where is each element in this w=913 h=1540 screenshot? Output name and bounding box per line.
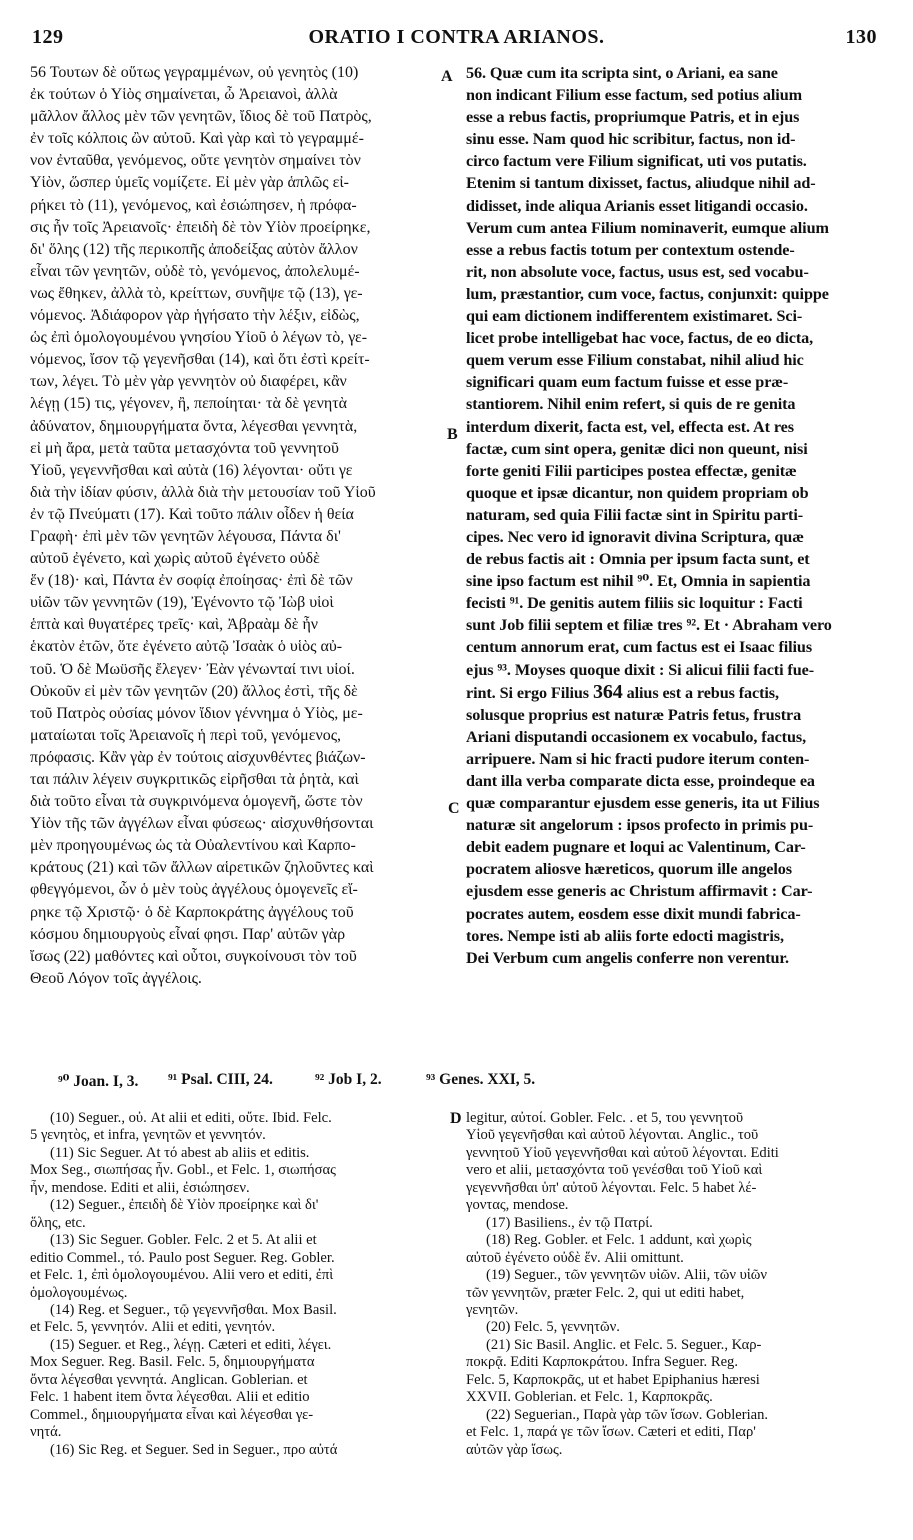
footnote-line: ὄντα λέγεσθαι γεννητά. Anglican. Goblerian. et bbox=[30, 1371, 308, 1388]
greek-text-line: κόσμου δημιουργοὺς εἶναί φησι. Παρ' αὐτῶν γὰρ bbox=[30, 925, 346, 943]
latin-text-line: ejus ⁹³. Moyses quoque dixit : Si alicui filii facti fue- bbox=[466, 660, 814, 679]
greek-text-line: νον ἐνταῦθα, γενόμενος, οὔτε γενητὸν σημαίνει τὸν bbox=[30, 152, 361, 170]
latin-text-line: Etenim si tantum dixisset, factus, aliudque nihil ad- bbox=[466, 174, 816, 193]
greek-text-line: διὰ τὴν ἰδίαν φύσιν, ἀλλὰ διὰ τὴν μετουσίαν τοῦ Υἱοῦ bbox=[30, 483, 376, 501]
greek-text-line: υἱῶν τῶν γεννητῶν (19), Ἐγένοντο τῷ Ἰὼβ υἱοὶ bbox=[30, 594, 334, 612]
footnotes-left-column bbox=[30, 1110, 448, 1459]
latin-text-line: ejusdem esse generis ac Christum affirmavit : Car- bbox=[466, 882, 813, 901]
footnote-line: ὁμολογουμένως. bbox=[30, 1284, 128, 1301]
greek-text-line: κράτους (21) καὶ τῶν ἄλλων αἱρετικῶν ζηλοῦντες καὶ bbox=[30, 859, 374, 877]
footnote-line: (11) Sic Seguer. At τό abest ab aliis et editis. bbox=[50, 1144, 310, 1161]
greek-text-line: ὡς ἐπὶ ὁμολογουμένου γνησίου Υἱοῦ ὁ λέγων τὸ, γε- bbox=[30, 329, 368, 347]
latin-text-line: significari quam eum factum fuisse et esse præ- bbox=[466, 373, 789, 392]
footnote-line: Felc. 5, Καρποκρᾶς, ut et habet Epiphanius hæresi bbox=[466, 1371, 760, 1388]
footnotes-right-column bbox=[466, 1110, 884, 1459]
footnote-line: et Felc. 5, γεννητόν. Alii et editi, γενητόν. bbox=[30, 1319, 276, 1336]
greek-text-line: τοῦ. Ὁ δὲ Μωϋσῆς ἔλεγεν· Ἐὰν γένωνταί τινι υἱοί. bbox=[30, 660, 355, 678]
latin-text-line: dant illa verba comparate dicta esse, proindeque ea bbox=[466, 772, 815, 790]
latin-text-line: sinu esse. Nam quod hic scribitur, factus, non id- bbox=[466, 130, 796, 149]
latin-text-line: esse a rebus factis, propriumque Patris, et in ejus bbox=[466, 108, 800, 127]
footnote-line: vero et alii, μετασχόντα τοῦ γενέσθαι τοῦ Υἱοῦ καὶ bbox=[466, 1162, 763, 1179]
latin-text-line: de rebus factis ait : Omnia per ipsum facta sunt, et bbox=[466, 550, 810, 569]
latin-text-line bbox=[466, 681, 882, 704]
latin-text-line: naturam, sed quia Filii factæ sint in Spiritu parti- bbox=[466, 505, 804, 524]
latin-text-line: qui eam dictionem indifferentem existimaret. Sci- bbox=[466, 307, 803, 326]
greek-text-line: ἕν (18)· καὶ, Πάντα ἐν σοφίᾳ ἐποίησας· ἐπὶ δὲ τῶν bbox=[30, 572, 353, 590]
footnote-line: Commel., δημιουργήματα εἶναι καὶ λέγεσθαι γε- bbox=[30, 1406, 314, 1423]
scripture-ref: ⁹⁰ Joan. I, 3. bbox=[58, 1073, 139, 1090]
greek-text-line: ἐκ τούτων ὁ Υἱὸς σημαίνεται, ὦ Ἀρειανοὶ, ἀλλὰ bbox=[30, 86, 338, 104]
latin-text-line: debit eadem pugnare et loqui ac Valentinum, Car- bbox=[466, 838, 806, 857]
greek-text-line: εἰ μὴ ἄρα, μετὰ ταῦτα μετασχόντα τοῦ γεννητοῦ bbox=[30, 439, 339, 457]
footnote-line: αὐτοῦ ἐγένετο οὐδὲ ἕν. Alii omittunt. bbox=[466, 1249, 684, 1266]
greek-text-line: Υἱοῦ, γεγεννῆσθαι καὶ αὐτὰ (16) λέγονται· οὔτι γε bbox=[30, 461, 353, 479]
latin-text-line: fecisti ⁹¹. De genitis autem filiis sic loquitur : Facti bbox=[466, 594, 803, 613]
greek-text-line: αὐτοῦ ἐγένετο, καὶ χωρὶς αὐτοῦ ἐγένετο οὐδὲ bbox=[30, 550, 320, 568]
latin-text-fragment: alius est a rebus factis, bbox=[626, 683, 779, 702]
greek-text-line: νόμενος. Ἀδιάφορον γὰρ ἡγήσατο τὴν λέξιν, εἰδὼς, bbox=[30, 307, 360, 325]
footnote-line: (18) Reg. Gobler. et Felc. 1 addunt, καὶ χωρὶς bbox=[486, 1232, 752, 1249]
latin-text-fragment: rint. Si ergo Filius bbox=[466, 683, 590, 702]
margin-marker-c: C bbox=[448, 800, 460, 817]
greek-text-line: δι' ὅλης (12) τῆς περικοπῆς ἀποδείξας αὐτὸν ἄλλον bbox=[30, 240, 358, 258]
footnote-line: XXVII. Goblerian. et Felc. 1, Καρποκρᾶς. bbox=[466, 1389, 713, 1406]
footnote-line: (19) Seguer., τῶν γεννητῶν υἱῶν. Alii, τῶν υἱῶν bbox=[486, 1267, 767, 1284]
greek-text-line: πρόφασις. Κἂν γὰρ ἐν τούτοις αἰσχυνθέντες βιάζων- bbox=[30, 748, 366, 766]
greek-text-line: Γραφὴ· ἐπὶ μὲν τῶν γενητῶν λέγουσα, Πάντα δι' bbox=[30, 527, 341, 545]
page-title: ORATIO I CONTRA ARIANOS. bbox=[308, 26, 605, 48]
footnote-line: γεννητοῦ Υἱοῦ γεγεννῆσθαι καὶ αὐτοῦ λέγονται. Editi bbox=[466, 1144, 779, 1161]
greek-text-line: μᾶλλον ἄλλος μὲν τῶν γενητῶν, ἴδιος δὲ τοῦ Πατρὸς, bbox=[30, 108, 372, 126]
margin-marker-d: D bbox=[450, 1110, 462, 1127]
page-header bbox=[0, 26, 913, 56]
greek-text-line: Υἱὸν, ὥσπερ ὑμεῖς νομίζετε. Εἰ μὲν γὰρ ἁπλῶς εἰ- bbox=[30, 174, 349, 192]
latin-text-line: tores. Nempe isti ab aliis forte edocti magistris, bbox=[466, 926, 784, 945]
latin-text-line: naturæ sit angelorum : ipsos profecto in primis pu- bbox=[466, 816, 814, 835]
scripture-ref: ⁹¹ Psal. CIII, 24. bbox=[168, 1071, 273, 1088]
latin-text-line: sine ipso factum est nihil ⁹⁰. Et, Omnia in sapientia bbox=[466, 572, 811, 591]
scripture-ref: ⁹² Job I, 2. bbox=[315, 1071, 382, 1088]
footnote-line: ποκρᾷ. Editi Καρποκράτου. Infra Seguer. Reg. bbox=[466, 1354, 739, 1371]
page-number-left: 129 bbox=[32, 26, 64, 48]
latin-text-line: quem verum esse Filium constabat, nihil aliud hic bbox=[466, 351, 804, 370]
latin-text-line: circo factum vere Filium significat, uti vos putatis. bbox=[466, 152, 807, 171]
footnote-line: γενητῶν. bbox=[466, 1301, 519, 1318]
latin-text-line: licet probe intelligebat hac voce, factus, de eo dicta, bbox=[466, 329, 814, 348]
footnote-line: (12) Seguer., ἐπειδὴ δὲ Υἱὸν προείρηκε καὶ δι' bbox=[50, 1197, 319, 1214]
greek-text-line: ἴσως (22) μαθόντες καὶ οὗτοι, συγκοίνουσι τὸν τοῦ bbox=[30, 947, 357, 965]
footnote-line: γοντας, mendose. bbox=[466, 1197, 569, 1214]
greek-text-line: εἶναι τῶν γενητῶν, οὐδὲ τὸ, γενόμενος, ἀπολελυμέ- bbox=[30, 262, 360, 280]
greek-text-line: ἑπτὰ καὶ θυγατέρες τρεῖς· καὶ, Ἀβραὰμ δὲ ἦν bbox=[30, 616, 319, 634]
column-number: 364 bbox=[592, 680, 623, 703]
footnote-line: (15) Seguer. et Reg., λέγῃ. Cæteri et editi, λέγει. bbox=[50, 1336, 332, 1353]
greek-text-line: Θεοῦ Λόγον τοῖς ἀγγέλοις. bbox=[30, 969, 202, 987]
greek-text-line: 56 Τουτων δὲ οὕτως γεγραμμένων, οὐ γενητὸς (10) bbox=[30, 64, 359, 81]
latin-text-line: interdum dixerit, facta est, vel, effecta est. At res bbox=[466, 417, 794, 436]
greek-text-line: ἐν τῷ Πνεύματι (17). Καὶ τοῦτο πάλιν οἶδεν ἡ θεία bbox=[30, 505, 354, 523]
greek-text-line: ται πάλιν λέγειν συγκριτικῶς εἰρῆσθαι τὰ ῥητὰ, καὶ bbox=[30, 771, 359, 788]
footnote-line: ἦν, mendose. Editi et alii, ἐσιώπησεν. bbox=[30, 1179, 250, 1196]
footnote-line: (16) Sic Reg. et Seguer. Sed in Seguer., προ αὐτά bbox=[50, 1441, 338, 1458]
footnote-line: 5 γενητὸς, et infra, γενητῶν et γεννητόν. bbox=[30, 1127, 266, 1144]
footnote-line: (14) Reg. et Seguer., τῷ γεγεννῆσθαι. Mox Basil. bbox=[50, 1301, 337, 1318]
footnote-line: Mox Seguer. Reg. Basil. Felc. 5, δημιουργήματα bbox=[30, 1354, 315, 1371]
greek-text-column bbox=[30, 62, 455, 990]
footnote-line: et Felc. 1, ἐπὶ ὁμολογουμένου. Alii vero et editi, ἐπὶ bbox=[30, 1267, 334, 1284]
greek-text-line: των, λέγει. Τὸ μὲν γὰρ γεννητὸν οὐ διαφέρει, κἂν bbox=[30, 373, 347, 391]
greek-text-line: διὰ τοῦτο εἶναι τὰ συγκρινόμενα ὁμογενῆ, ὥστε τὸν bbox=[30, 793, 363, 811]
latin-text-line: stantiorem. Nihil enim refert, si quis de re genita bbox=[466, 395, 796, 414]
footnote-line: editio Commel., τό. Paulo post Seguer. Reg. Gobler. bbox=[30, 1249, 335, 1266]
latin-text-line: quoque et ipsæ dicantur, non quidem propriam ob bbox=[466, 483, 809, 502]
latin-text-line: non indicant Filium esse factum, sed potius alium bbox=[466, 86, 802, 105]
greek-text-line: νόμενος, ἴσον τῷ γεγενῆσθαι (14), καὶ ὅτι ἐστὶ κρείτ- bbox=[30, 351, 370, 369]
margin-marker-a: A bbox=[441, 68, 453, 85]
footnote-line: (22) Seguerian., Παρὰ γὰρ τῶν ἴσων. Goblerian. bbox=[486, 1406, 769, 1423]
greek-text-line: νως ἔθηκεν, ἀλλὰ τὸ, κρείττων, συνῆψε τῷ (13), γε- bbox=[30, 284, 363, 302]
footnote-line: νητά. bbox=[30, 1424, 62, 1441]
latin-text-line: esse a rebus factis totum per contextum ostende- bbox=[466, 240, 795, 259]
latin-text-line: solusque proprius est naturæ Patris fetus, frustra bbox=[466, 705, 802, 724]
footnote-line: τῶν γεννητῶν, præter Felc. 2, qui ut editi habet, bbox=[466, 1284, 745, 1301]
greek-text-line: ἀδύνατον, δημιουργήματα ὄντα, λέγεσθαι γεννητὰ, bbox=[30, 417, 358, 435]
footnote-line: ὅλης, etc. bbox=[30, 1214, 86, 1231]
footnote-line: Mox Seg., σιωπήσας ἦν. Gobl., et Felc. 1, σιωπήσας bbox=[30, 1162, 336, 1179]
greek-text-line: τοῦ Πατρὸς οὐσίας μόνον ἴδιον γέννημα ὁ Υἱὸς, με- bbox=[30, 704, 363, 722]
footnote-line: Υἱοῦ γεγενῆσθαι καὶ αὐτοῦ λέγονται. Anglic., τοῦ bbox=[466, 1127, 759, 1144]
greek-text-line: λέγῃ (15) τις, γέγονεν, ἢ, πεποίηται· τὰ δὲ γενητὰ bbox=[30, 395, 348, 413]
latin-text-line: Verum cum antea Filium nominaverit, eumque alium bbox=[466, 218, 829, 237]
latin-text-column bbox=[466, 62, 882, 969]
latin-text-line: Ariani disputandi occasionem ex vocabulo, factus, bbox=[466, 727, 807, 746]
latin-text-line: sunt Job filii septem et filiæ tres ⁹². Et · Abraham vero bbox=[466, 616, 832, 635]
latin-text-line: lum, præstantior, cum voce, factus, conjunxit: quippe bbox=[466, 284, 829, 303]
footnote-line: (13) Sic Seguer. Gobler. Felc. 2 et 5. At alii et bbox=[50, 1232, 317, 1249]
greek-text-line: μὲν προηγουμένως ὡς τὰ Οὐαλεντίνου καὶ Καρπο- bbox=[30, 837, 356, 855]
greek-text-line: ἑκατὸν ἐτῶν, ὅτε ἐγένετο αὐτῷ Ἰσαὰκ ὁ υἱὸς αὐ- bbox=[30, 638, 343, 656]
footnote-line: Felc. 1 habent item ὄντα λέγεσθαι. Alii et editio bbox=[30, 1389, 310, 1406]
greek-text-line: ματαίωται τοῖς Ἀρειανοῖς ἡ περὶ τοῦ, γενόμενος, bbox=[30, 726, 342, 744]
scripture-ref: ⁹³ Genes. XXI, 5. bbox=[426, 1071, 536, 1088]
latin-text-line: Dei Verbum cum angelis conferre non verentur. bbox=[466, 948, 789, 967]
footnote-line: αὐτῶν γὰρ ἴσως. bbox=[466, 1441, 563, 1458]
footnote-line: legitur, αὐτοί. Gobler. Felc. . et 5, του γεννητοῦ bbox=[466, 1110, 744, 1126]
margin-marker-b: B bbox=[447, 426, 458, 443]
greek-text-line: φθεγγόμενοι, ὧν ὁ μὲν τοὺς ἀγγέλους ὁμογενεῖς εἴ- bbox=[30, 881, 358, 899]
footnote-line: (20) Felc. 5, γεννητῶν. bbox=[486, 1319, 620, 1336]
footnote-line: γεγεννῆσθαι ὑπ' αὐτοῦ λέγονται. Felc. 5 habet λέ- bbox=[466, 1179, 757, 1196]
greek-text-line: Υἱὸν τῆς τῶν ἀγγέλων εἶναι φύσεως· αἰσχυνθήσονται bbox=[30, 815, 374, 833]
latin-text-line: quæ comparantur ejusdem esse generis, ita ut Filius bbox=[466, 794, 820, 813]
footnote-line: (10) Seguer., οὐ. At alii et editi, οὔτε. Ibid. Felc. bbox=[50, 1110, 332, 1126]
latin-text-line: rit, non absolute voce, factus, usus est, sed vocabu- bbox=[466, 262, 809, 281]
greek-text-line: ρηκε τῷ Χριστῷ· ὁ δὲ Καρποκράτης ἀγγέλους τοῦ bbox=[30, 903, 354, 921]
latin-text-line: cipes. Nec vero id ignoravit divina Scriptura, quæ bbox=[466, 527, 804, 546]
page-number-right: 130 bbox=[845, 26, 877, 48]
latin-text-line: didisset, inde aliqua Arianis esset litigandi occasio. bbox=[466, 196, 808, 215]
greek-text-line: Οὐκοῦν εἰ μὲν τῶν γενητῶν (20) ἄλλος ἐστὶ, τῆς δὲ bbox=[30, 682, 358, 700]
latin-text-line: arripuere. Nam si hic fracti pudore iterum conten- bbox=[466, 749, 810, 768]
latin-text-line: forte geniti Filii participes postea effectæ, genitæ bbox=[466, 461, 797, 480]
greek-text-line: ἐν τοῖς κόλποις ὢν αὐτοῦ. Καὶ γὰρ καὶ τὸ γεγραμμέ- bbox=[30, 130, 364, 148]
greek-text-line: ρήκει τὸ (11), γενόμενος, καὶ ἐσιώπησεν, ἡ πρόφα- bbox=[30, 196, 357, 214]
footnote-line: et Felc. 1, παρά γε τῶν ἴσων. Cæteri et editi, Παρ' bbox=[466, 1424, 756, 1441]
greek-text-line: σις ἦν τοῖς Ἀρειανοῖς· ἐπειδὴ δὲ τὸν Υἱὸν προείρηκε, bbox=[30, 218, 371, 236]
latin-text-line: factæ, cum sint opera, genitæ dici non queunt, nisi bbox=[466, 439, 808, 458]
latin-text-line: pocrates autem, eosdem esse dixit mundi fabrica- bbox=[466, 904, 801, 923]
latin-text-line: centum annorum erat, cum factus est ei Isaac filius bbox=[466, 638, 813, 657]
footnote-line: (17) Basiliens., ἐν τῷ Πατρί. bbox=[486, 1214, 653, 1231]
latin-text-line: pocratem aliosve hæreticos, quorum ille angelos bbox=[466, 860, 792, 879]
latin-text-line: 56. Quæ cum ita scripta sint, o Ariani, ea sane bbox=[466, 64, 778, 82]
footnote-line: (21) Sic Basil. Anglic. et Felc. 5. Seguer., Καρ- bbox=[486, 1336, 762, 1353]
